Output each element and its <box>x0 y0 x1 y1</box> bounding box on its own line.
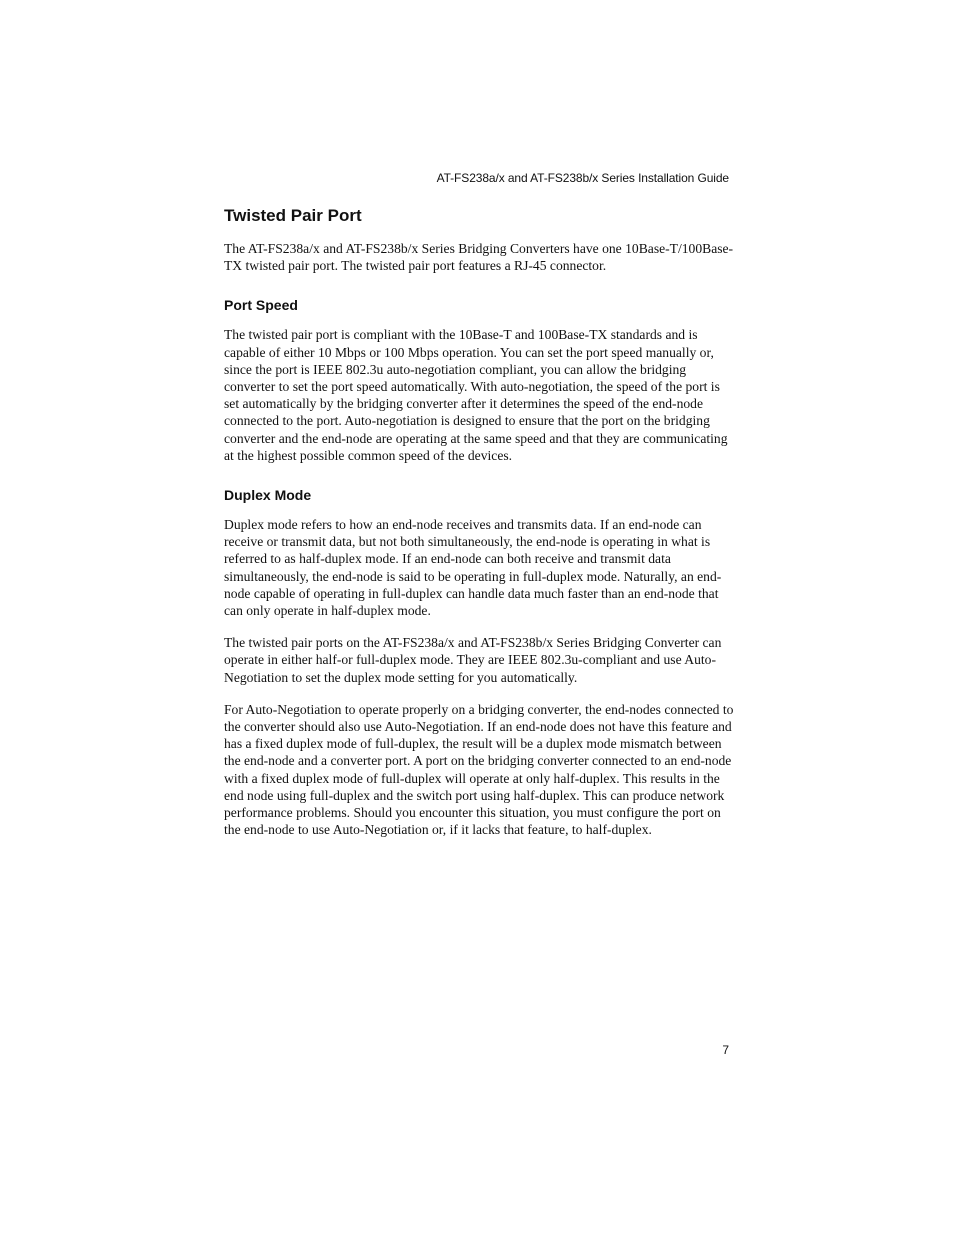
port-speed-heading: Port Speed <box>224 297 298 314</box>
duplex-mode-heading: Duplex Mode <box>224 487 312 504</box>
duplex-paragraph-2: The twisted pair ports on the AT-FS238a/x and AT-FS238b/x Series Bridging Converter can operate in either half-or full-duplex mode. They are IEEE 802.3u-compliant and use Auto-Negotiation to set the duplex mode setting for you automatically. <box>224 635 722 685</box>
running-header: AT-FS238a/x and AT-FS238b/x Series Installation Guide <box>436 171 729 185</box>
page-content <box>224 205 734 838</box>
port-speed-paragraph: The twisted pair port is compliant with the 10Base-T and 100Base-TX standards and is capable of either 10 Mbps or 100 Mbps operation. You can set the port speed manually or, since the port is IEEE 802.3u auto-negotiation compliant, you can allow the bridging converter to set the port speed automatically. With auto-negotiation, the speed of the port is set automatically by the bridging converter after it determines the speed of the end-node connected to the port. Auto-negotiation is designed to ensure that the port on the bridging converter and the end-node are operating at the same speed and that they are communicating at the highest possible common speed of the devices. <box>224 327 728 463</box>
duplex-paragraph-3: For Auto-Negotiation to operate properly on a bridging converter, the end-nodes connected to the converter should also use Auto-Negotiation. If an end-node does not have this feature and has a fixed duplex mode of full-duplex, the result will be a duplex mode mismatch between the end-node and a converter port. A port on the bridging converter connected to an end-node with a fixed duplex mode of full-duplex will operate at only half-duplex. This results in the end node using full-duplex and the switch port using half-duplex. This can produce network performance problems. Should you encounter this situation, you must configure the port on the end-node to use Auto-Negotiation or, if it lacks that feature, to half-duplex. <box>224 701 734 838</box>
intro-paragraph: The AT-FS238a/x and AT-FS238b/x Series Bridging Converters have one 10Base-T/100Base-TX twisted pair port. The twisted pair port features a RJ-45 connector. <box>224 241 734 274</box>
duplex-paragraph-1: Duplex mode refers to how an end-node receives and transmits data. If an end-node can receive or transmit data, but not both simultaneously, the end-node is operating in what is referred to as half-duplex mode. If an end-node can both receive and transmit data simultaneously, the end-node is said to be operating in full-duplex mode. Naturally, an end-node capable of operating in full-duplex can handle data much faster than an end-node that can only operate in half-duplex mode. <box>224 517 722 619</box>
section-title: Twisted Pair Port <box>224 206 362 225</box>
page-number: 7 <box>722 1043 729 1057</box>
